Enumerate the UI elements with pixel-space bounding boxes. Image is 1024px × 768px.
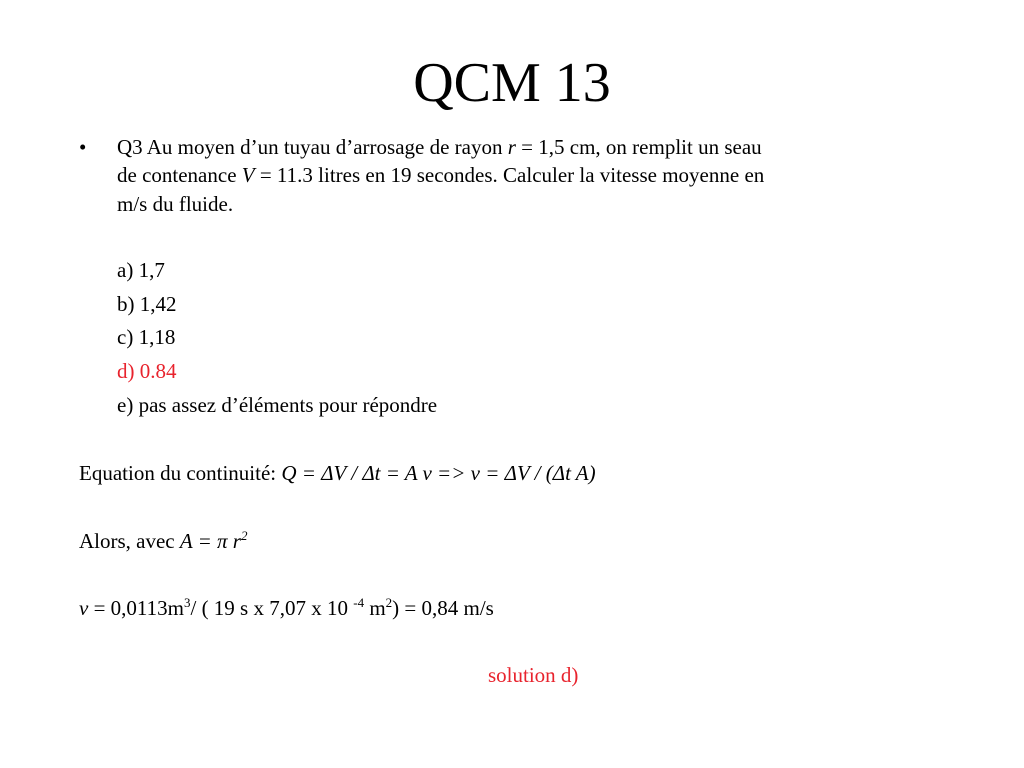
option-a: a) 1,7 <box>117 258 165 282</box>
calc-part: m <box>364 596 386 620</box>
variable-r: r <box>507 135 516 159</box>
area-formula <box>79 527 247 556</box>
variable-v: V <box>241 163 255 187</box>
calc-exponent: -4 <box>353 595 365 610</box>
question-line-1 <box>117 133 762 162</box>
question-text: = 1,5 cm, on remplit un seau <box>515 135 762 159</box>
calc-part: = 0,0113m <box>88 596 184 620</box>
calc-exponent: 2 <box>385 595 393 610</box>
question-text: de contenance <box>117 163 242 187</box>
option-b: b) 1,42 <box>117 292 177 316</box>
variable-v-lower: v <box>79 596 89 620</box>
bullet-icon: • <box>79 135 87 159</box>
calc-part: / ( 19 s x 7,07 x 10 <box>190 596 354 620</box>
option-e: e) pas assez d’éléments pour répondre <box>117 393 438 417</box>
equation-label: Equation du continuité: <box>79 461 282 485</box>
area-expression: A = π r <box>179 529 241 553</box>
question-text: Q3 Au moyen d’un tuyau d’arrosage de rayon <box>117 135 508 159</box>
continuity-equation <box>79 459 596 488</box>
question-line-3: m/s du fluide. <box>117 192 234 216</box>
calc-exponent: 3 <box>183 595 191 610</box>
calc-part: ) = 0,84 m/s <box>392 596 494 620</box>
option-d-correct: d) 0.84 <box>117 359 177 383</box>
solution-label: solution d) <box>488 663 579 687</box>
equation-formula: Q = ΔV / Δt = A v => v = ΔV / (Δt A) <box>281 461 596 485</box>
option-c: c) 1,18 <box>117 325 176 349</box>
slide-title: QCM 13 <box>413 52 611 114</box>
velocity-calculation <box>79 594 494 623</box>
question-line-2 <box>117 161 764 190</box>
alors-label: Alors, avec <box>79 529 180 553</box>
question-text: = 11.3 litres en 19 secondes. Calculer la vitesse moyenne en <box>254 163 765 187</box>
area-exponent: 2 <box>240 528 248 543</box>
